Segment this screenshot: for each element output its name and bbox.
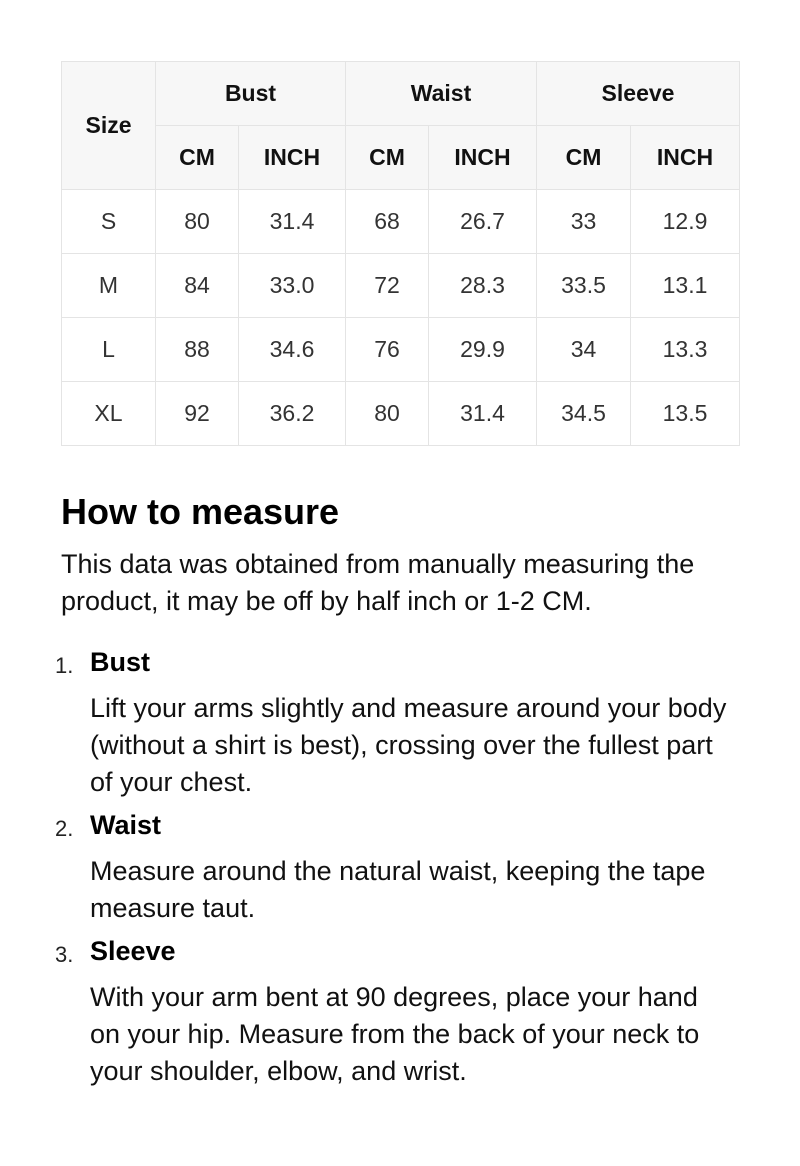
sleeve-cm-cell: 34.5 — [537, 382, 631, 446]
sleeve-inch-cell: 13.1 — [631, 254, 740, 318]
step-title: Bust — [90, 647, 150, 677]
table-row — [62, 318, 740, 382]
size-cell: L — [62, 318, 156, 382]
sleeve-group-header: Sleeve — [537, 62, 740, 126]
sleeve-inch-cell: 13.3 — [631, 318, 740, 382]
waist-inch-header: INCH — [429, 126, 537, 190]
intro-text: This data was obtained from manually measuring the product, it may be off by half inch or 1-2 CM. — [61, 549, 695, 616]
bust-cm-cell: 92 — [156, 382, 239, 446]
size-chart-table — [61, 61, 740, 446]
step-description: Lift your arms slightly and measure around your body (without a shirt is best), crossing over the fullest part of your chest. — [90, 693, 727, 797]
step-description: With your arm bent at 90 degrees, place your hand on your hip. Measure from the back of your neck to your shoulder, elbow, and wrist. — [90, 982, 700, 1086]
section-heading: How to measure — [61, 491, 340, 532]
bust-cm-cell: 84 — [156, 254, 239, 318]
step-title: Sleeve — [90, 936, 176, 966]
waist-inch-cell: 31.4 — [429, 382, 537, 446]
waist-inch-cell: 26.7 — [429, 190, 537, 254]
bust-group-header: Bust — [156, 62, 346, 126]
waist-cm-header: CM — [346, 126, 429, 190]
waist-inch-cell: 28.3 — [429, 254, 537, 318]
table-row — [62, 254, 740, 318]
unit-header-row — [62, 126, 740, 190]
list-item-sleeve — [55, 933, 751, 1090]
bust-inch-cell: 36.2 — [239, 382, 346, 446]
bust-inch-cell: 31.4 — [239, 190, 346, 254]
waist-cm-cell: 76 — [346, 318, 429, 382]
sleeve-cm-cell: 33.5 — [537, 254, 631, 318]
sleeve-inch-cell: 13.5 — [631, 382, 740, 446]
table-row — [62, 382, 740, 446]
bust-inch-header: INCH — [239, 126, 346, 190]
bust-cm-header: CM — [156, 126, 239, 190]
list-item-waist — [55, 807, 751, 927]
step-number: 2. — [55, 816, 74, 841]
step-number: 1. — [55, 653, 74, 678]
table-row — [62, 190, 740, 254]
waist-cm-cell: 68 — [346, 190, 429, 254]
size-column-header: Size — [62, 62, 156, 190]
how-to-measure-section — [55, 490, 751, 1096]
list-item-bust — [55, 644, 751, 801]
waist-inch-cell: 29.9 — [429, 318, 537, 382]
sleeve-inch-cell: 12.9 — [631, 190, 740, 254]
step-number: 3. — [55, 942, 74, 967]
bust-cm-cell: 88 — [156, 318, 239, 382]
size-cell: S — [62, 190, 156, 254]
size-cell: M — [62, 254, 156, 318]
sleeve-inch-header: INCH — [631, 126, 740, 190]
waist-cm-cell: 80 — [346, 382, 429, 446]
sleeve-cm-header: CM — [537, 126, 631, 190]
measure-steps-list — [55, 644, 751, 1090]
waist-group-header: Waist — [346, 62, 537, 126]
sleeve-cm-cell: 34 — [537, 318, 631, 382]
sleeve-cm-cell: 33 — [537, 190, 631, 254]
step-title: Waist — [90, 810, 162, 840]
bust-cm-cell: 80 — [156, 190, 239, 254]
step-description: Measure around the natural waist, keeping the tape measure taut. — [90, 856, 706, 923]
size-cell: XL — [62, 382, 156, 446]
bust-inch-cell: 33.0 — [239, 254, 346, 318]
waist-cm-cell: 72 — [346, 254, 429, 318]
bust-inch-cell: 34.6 — [239, 318, 346, 382]
group-header-row — [62, 62, 740, 126]
